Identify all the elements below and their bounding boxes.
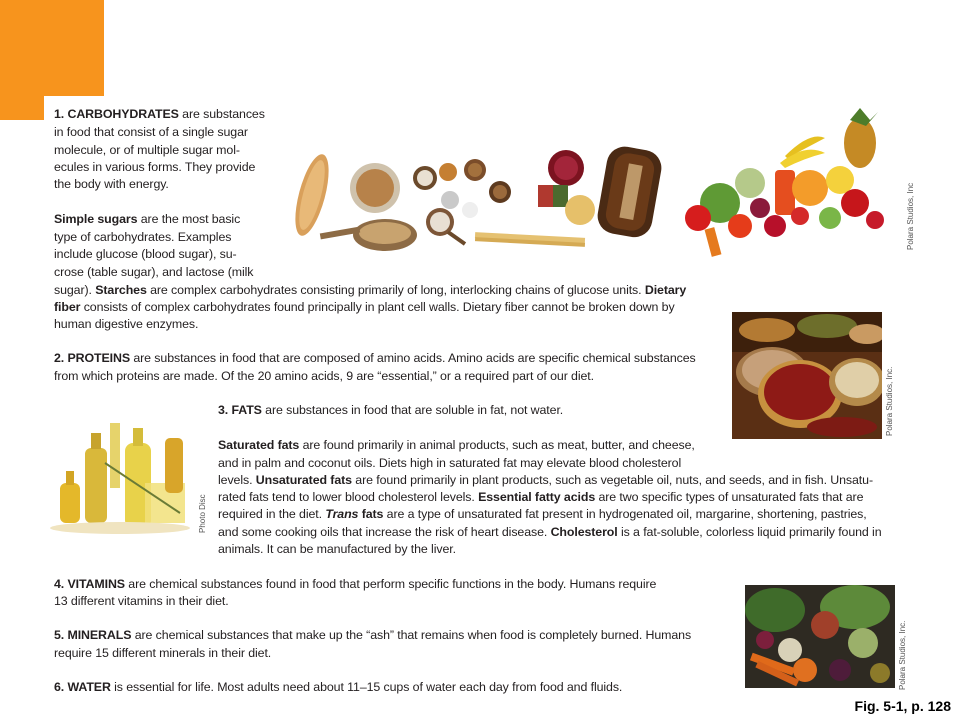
carbs-line-1: 1. CARBOHYDRATES are substances: [54, 107, 265, 121]
minerals-line-1: 5. MINERALS are chemical substances that make up the “ash” that remains when food is completely burned. Humans: [54, 628, 692, 642]
simple-sugars-line-2: type of carbohydrates. Examples: [54, 230, 232, 244]
simple-sugars-line-1: Simple sugars are the most basic: [54, 212, 241, 226]
fruits-vegetables-image: [680, 108, 905, 258]
oil-bottles-image: [45, 413, 196, 535]
fats-line-1: 3. FATS are substances in food that are soluble in fat, not water.: [218, 403, 564, 417]
cholesterol-line-2: animals. It can be manufactured by the liver.: [218, 542, 456, 556]
carbs-line-2: in food that consist of a single sugar: [54, 125, 248, 139]
sat-fats-line-1: Saturated fats are found primarily in animal products, such as meat, butter, and cheese,: [218, 438, 695, 452]
cholesterol-line: and some cooking oils that increase the risk of heart disease. Cholesterol is a fat-soluble, colorless liquid primarily found in: [218, 525, 882, 539]
carbohydrate-foods-image: [290, 140, 675, 265]
vitamins-line-2: 13 different vitamins in their diet.: [54, 594, 229, 608]
vegetables-photo-credit: Polara Studios, Inc.: [898, 620, 907, 690]
simple-sugars-line-4: crose (table sugar), and lactose (milk: [54, 265, 254, 279]
starches-line: sugar). Starches are complex carbohydrates consisting primarily of long, interlocking chains of glucose units. Dietary: [54, 283, 687, 297]
fruit-photo-credit: Polara Studios, Inc: [906, 182, 915, 250]
vitamins-line-1: 4. VITAMINS are chemical substances found in food that perform specific functions in the body. Humans require: [54, 577, 657, 591]
carbs-line-4: ecules in various forms. They provide: [54, 160, 256, 174]
simple-sugars-line-3: include glucose (blood sugar), su-: [54, 247, 237, 261]
minerals-line-2: require 15 different minerals in their diet.: [54, 646, 272, 660]
figure-caption: Fig. 5-1, p. 128: [854, 698, 951, 714]
carbs-line-3: molecule, or of multiple sugar mol-: [54, 143, 240, 157]
unsat-fats-line-1: levels. Unsaturated fats are found primarily in plant products, such as vegetable oil, nuts, and seeds, and in fish. Unsatu-: [218, 473, 873, 487]
water-line: 6. WATER is essential for life. Most adults need about 11–15 cups of water each day from food and fluids.: [54, 680, 623, 694]
proteins-line-1: 2. PROTEINS are substances in food that are composed of amino acids. Amino acids are specific chemical substances: [54, 351, 696, 365]
beans-photo-credit: Polara Studios, Inc.: [885, 366, 894, 436]
fiber-line-2: human digestive enzymes.: [54, 317, 199, 331]
beans-image: [732, 312, 882, 439]
vegetables-image: [745, 585, 895, 688]
fiber-line: fiber consists of complex carbohydrates found principally in plant cell walls. Dietary fiber cannot be broken down by: [54, 300, 675, 314]
unsat-fats-line-2: rated fats tend to lower blood cholesterol levels. Essential fatty acids are two specific types of unsaturated fats that are: [218, 490, 864, 504]
sat-fats-line-2: and in palm and coconut oils. Diets high in saturated fat may elevate blood cholesterol: [218, 456, 682, 470]
proteins-line-2: from which proteins are made. Of the 20 amino acids, 9 are “essential,” or a required part of our diet.: [54, 369, 594, 383]
trans-fats-line: required in the diet. Trans fats are a type of unsaturated fat present in hydrogenated oil, margarine, shortening, pastries,: [218, 507, 867, 521]
oil-photo-credit: Photo Disc: [198, 494, 207, 533]
carbs-line-5: the body with energy.: [54, 177, 169, 191]
